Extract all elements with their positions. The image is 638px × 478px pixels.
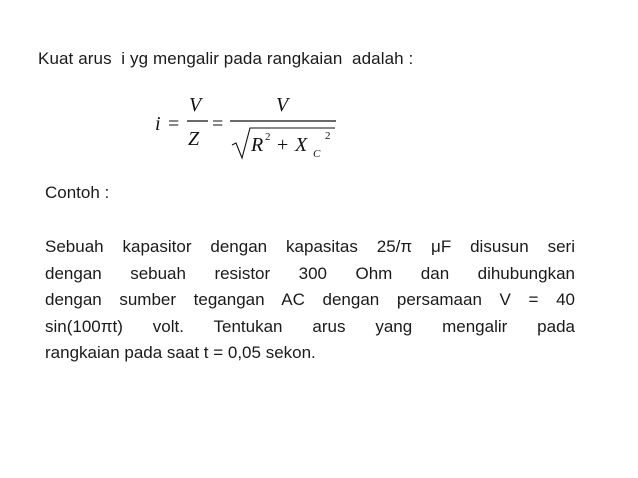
current-formula — [150, 88, 350, 168]
problem-line: dengan sebuah resistor 300 Ohm dan dihubungkan — [45, 263, 575, 283]
formula-equals-1: = — [168, 113, 180, 135]
formula-denominator-z: Z — [188, 128, 200, 150]
formula-numerator-v2: V — [276, 94, 289, 116]
formula-i: i — [155, 113, 161, 135]
formula-x-subscript: C — [313, 148, 321, 160]
problem-line: rangkaian pada saat t = 0,05 sekon. — [45, 343, 316, 362]
problem-line: dengan sumber tegangan AC dengan persamaan V = 40 — [45, 290, 575, 309]
formula-x: X — [295, 134, 308, 156]
formula-r: R — [251, 134, 264, 156]
problem-line: sin(100πt) volt. Tentukan arus yang mengalir pada — [45, 316, 575, 336]
example-label: Contoh : — [45, 183, 110, 202]
formula-plus: + — [277, 134, 289, 156]
heading-text: Kuat arus i yg mengalir pada rangkaian adalah : — [38, 49, 414, 68]
formula-equals-2: = — [212, 113, 224, 135]
formula-x-exponent: 2 — [325, 130, 331, 142]
formula-r-exponent: 2 — [265, 131, 271, 143]
formula-numerator-v1: V — [189, 94, 202, 116]
problem-paragraph — [45, 234, 575, 367]
formula-graphic — [150, 88, 350, 168]
problem-line: Sebuah kapasitor dengan kapasitas 25/π μF disusun seri — [45, 237, 575, 256]
